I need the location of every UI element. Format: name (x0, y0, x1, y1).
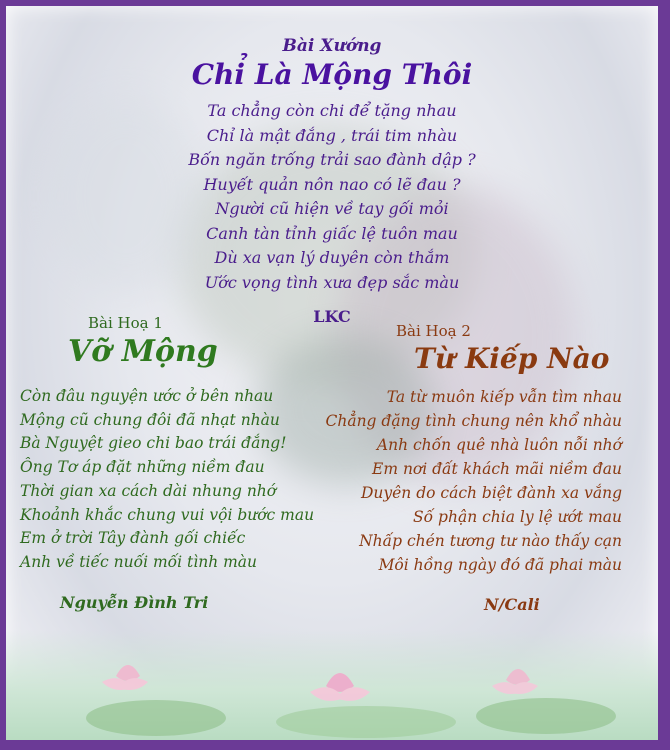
reply-1-kicker: Bài Hoạ 1 (88, 314, 163, 332)
main-poem-line: Huyết quản nôn nao có lẽ đau ? (203, 174, 461, 194)
reply-1-lines (20, 385, 340, 575)
reply-2-line: Nhấp chén tương tư nào thấy cạn (359, 532, 622, 550)
main-poem-kicker: Bài Xướng (282, 36, 382, 56)
reply-2-author: N/Cali (484, 595, 540, 614)
reply-2-kicker: Bài Hoạ 2 (396, 322, 471, 340)
reply-2-line: Môi hồng ngày đó đã phai màu (378, 556, 622, 574)
reply-1-line: Em ở trời Tây đành gối chiếc (20, 529, 246, 548)
reply-1-author: Nguyễn Đình Tri (60, 592, 209, 612)
reply-1-poem (20, 314, 340, 612)
reply-2-line: Số phận chia ly lệ ướt mau (413, 508, 622, 526)
reply-2-poem (306, 322, 622, 614)
lotus-flowers-image (6, 630, 658, 740)
reply-2-line: Em nơi đất khách mãi niềm đau (372, 460, 622, 478)
main-poem-line: Dù xa vạn lý duyên còn thắm (214, 248, 450, 267)
main-poem-line: Ước vọng tình xưa đẹp sắc màu (204, 272, 460, 292)
reply-2-lines (306, 385, 622, 577)
lotus-illustration (6, 630, 658, 740)
reply-2-line: Ta từ muôn kiếp vẫn tìm nhau (386, 388, 622, 406)
main-poem (6, 36, 658, 326)
lotus-flower-icon (102, 665, 148, 690)
reply-1-title: Vỡ Mộng (68, 334, 218, 369)
reply-1-line: Ông Tơ áp đặt những niềm đau (20, 458, 265, 477)
reply-2-title: Từ Kiếp Nào (414, 342, 610, 375)
reply-2-line: Chẳng đặng tình chung nên khổ nhàu (325, 412, 622, 430)
main-poem-line: Bốn ngăn trống trải sao đành dập ? (188, 150, 476, 169)
poem-canvas (6, 6, 658, 740)
reply-1-line: Còn đâu nguyện ước ở bên nhau (20, 387, 274, 405)
reply-1-line: Mộng cũ chung đôi đã nhạt nhàu (20, 410, 280, 429)
main-poem-line: Chỉ là mật đắng , trái tim nhàu (206, 125, 458, 145)
lotus-flower-icon (492, 669, 538, 694)
reply-1-line: Thời gian xa cách dài nhung nhớ (20, 481, 277, 500)
main-poem-title: Chỉ Là Mộng Thôi (191, 58, 473, 91)
lotus-flower-icon (310, 673, 370, 701)
reply-1-line: Khoảnh khắc chung vui vội bước mau (20, 505, 315, 524)
reply-2-line: Anh chốn quê nhà luôn nỗi nhớ (376, 436, 622, 454)
main-poem-author: LKC (313, 307, 351, 326)
reply-1-line: Bà Nguyệt gieo chi bao trái đắng! (20, 434, 287, 453)
main-poem-line: Canh tàn tỉnh giấc lệ tuôn mau (206, 223, 458, 243)
main-poem-line: Ta chẳng còn chi để tặng nhau (207, 101, 457, 120)
main-poem-line: Người cũ hiện về tay gối mỏi (215, 199, 449, 218)
main-poem-lines (6, 99, 658, 295)
reply-1-line: Anh về tiếc nuối mối tình màu (20, 552, 258, 571)
reply-2-line: Duyên do cách biệt đành xa vắng (360, 484, 622, 502)
